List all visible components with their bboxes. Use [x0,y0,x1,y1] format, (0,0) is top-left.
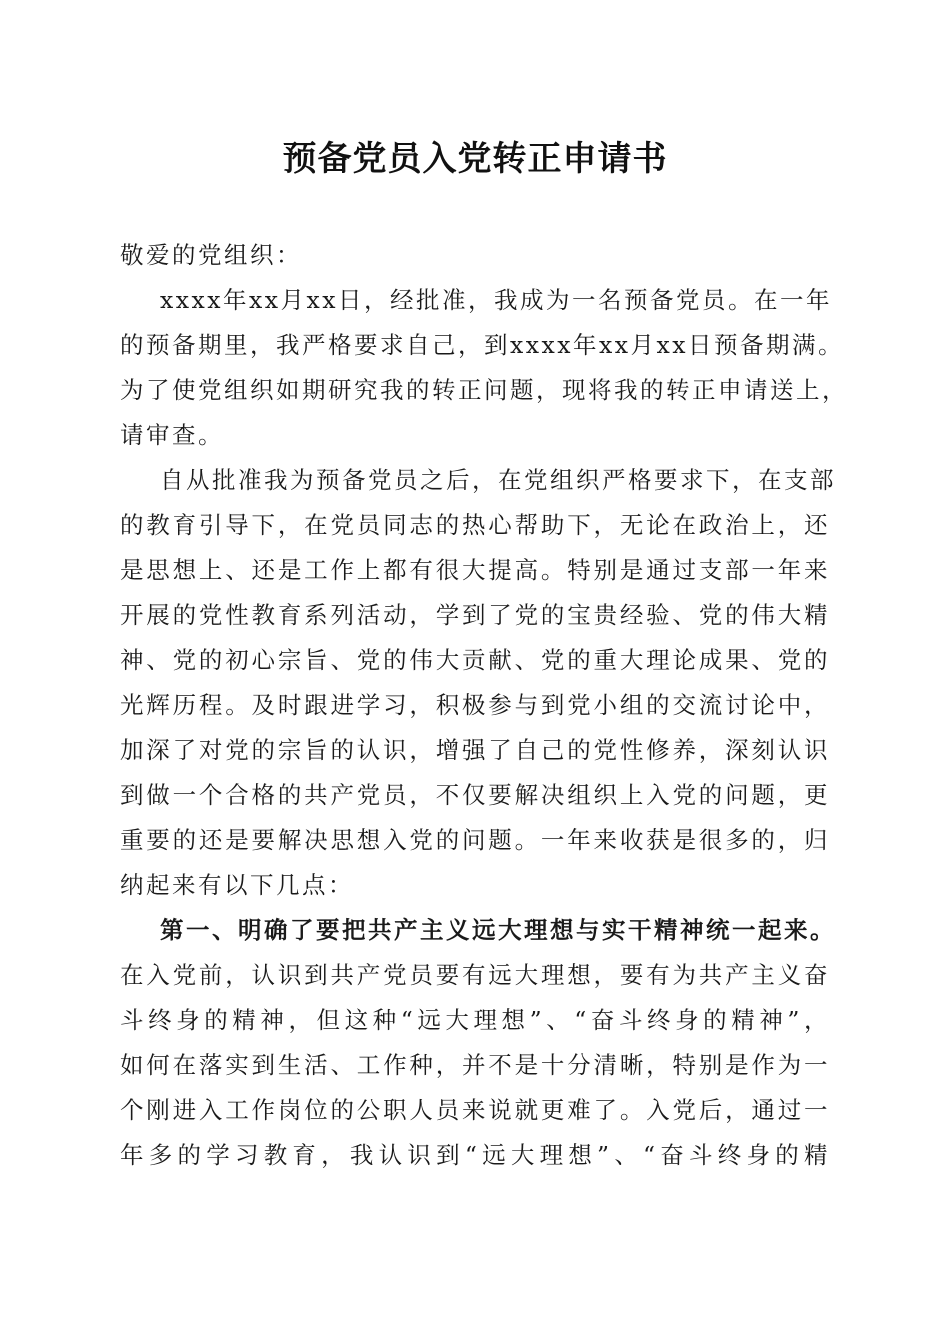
paragraph-line: 在入党前，认识到共产党员要有远大理想，要有为共产主义奋 [120,961,830,989]
paragraph-line: 的教育引导下，在党员同志的热心帮助下，无论在政治上，还 [120,511,830,539]
paragraph-line: 是思想上、还是工作上都有很大提高。特别是通过支部一年来 [120,556,830,584]
paragraph-line: 开展的党性教育系列活动，学到了党的宝贵经验、党的伟大精 [120,601,830,629]
paragraph-line: 重要的还是要解决思想入党的问题。一年来收获是很多的，归 [120,826,830,854]
paragraph-line: 到做一个合格的共产党员，不仅要解决组织上入党的问题，更 [120,781,830,809]
paragraph-line: 纳起来有以下几点： [120,871,354,899]
paragraph-line: 神、党的初心宗旨、党的伟大贡献、党的重大理论成果、党的 [120,646,830,674]
paragraph-line: 年多的学习教育，我认识到“远大理想”、“奋斗终身的精 [120,1141,830,1169]
paragraph-line: 斗终身的精神，但这种“远大理想”、“奋斗终身的精神”， [120,1006,830,1034]
paragraph-line: 如何在落实到生活、工作种，并不是十分清晰，特别是作为一 [120,1051,830,1079]
paragraph-line: xxxx年xx月xx日，经批准，我成为一名预备党员。在一年 [160,286,833,314]
paragraph-line: 的预备期里，我严格要求自己，到xxxx年xx月xx日预备期满。 [120,331,845,359]
paragraph-line: 光辉历程。及时跟进学习，积极参与到党小组的交流讨论中， [120,691,830,719]
document-body [120,233,848,1178]
paragraph-line: 请审查。 [120,421,224,449]
paragraph-line: 自从批准我为预备党员之后，在党组织严格要求下，在支部 [160,466,836,494]
paragraph-line: 加深了对党的宗旨的认识，增强了自己的党性修养，深刻认识 [120,736,830,764]
paragraph-line: 个刚进入工作岗位的公职人员来说就更难了。入党后，通过一 [120,1096,830,1124]
document-title: 预备党员入党转正申请书 [282,139,668,179]
section-heading-line: 第一、明确了要把共产主义远大理想与实干精神统一起来。 [160,916,836,944]
paragraph-line: 为了使党组织如期研究我的转正问题，现将我的转正申请送上， [120,376,848,404]
salutation-line: 敬爱的党组织： [120,241,302,269]
